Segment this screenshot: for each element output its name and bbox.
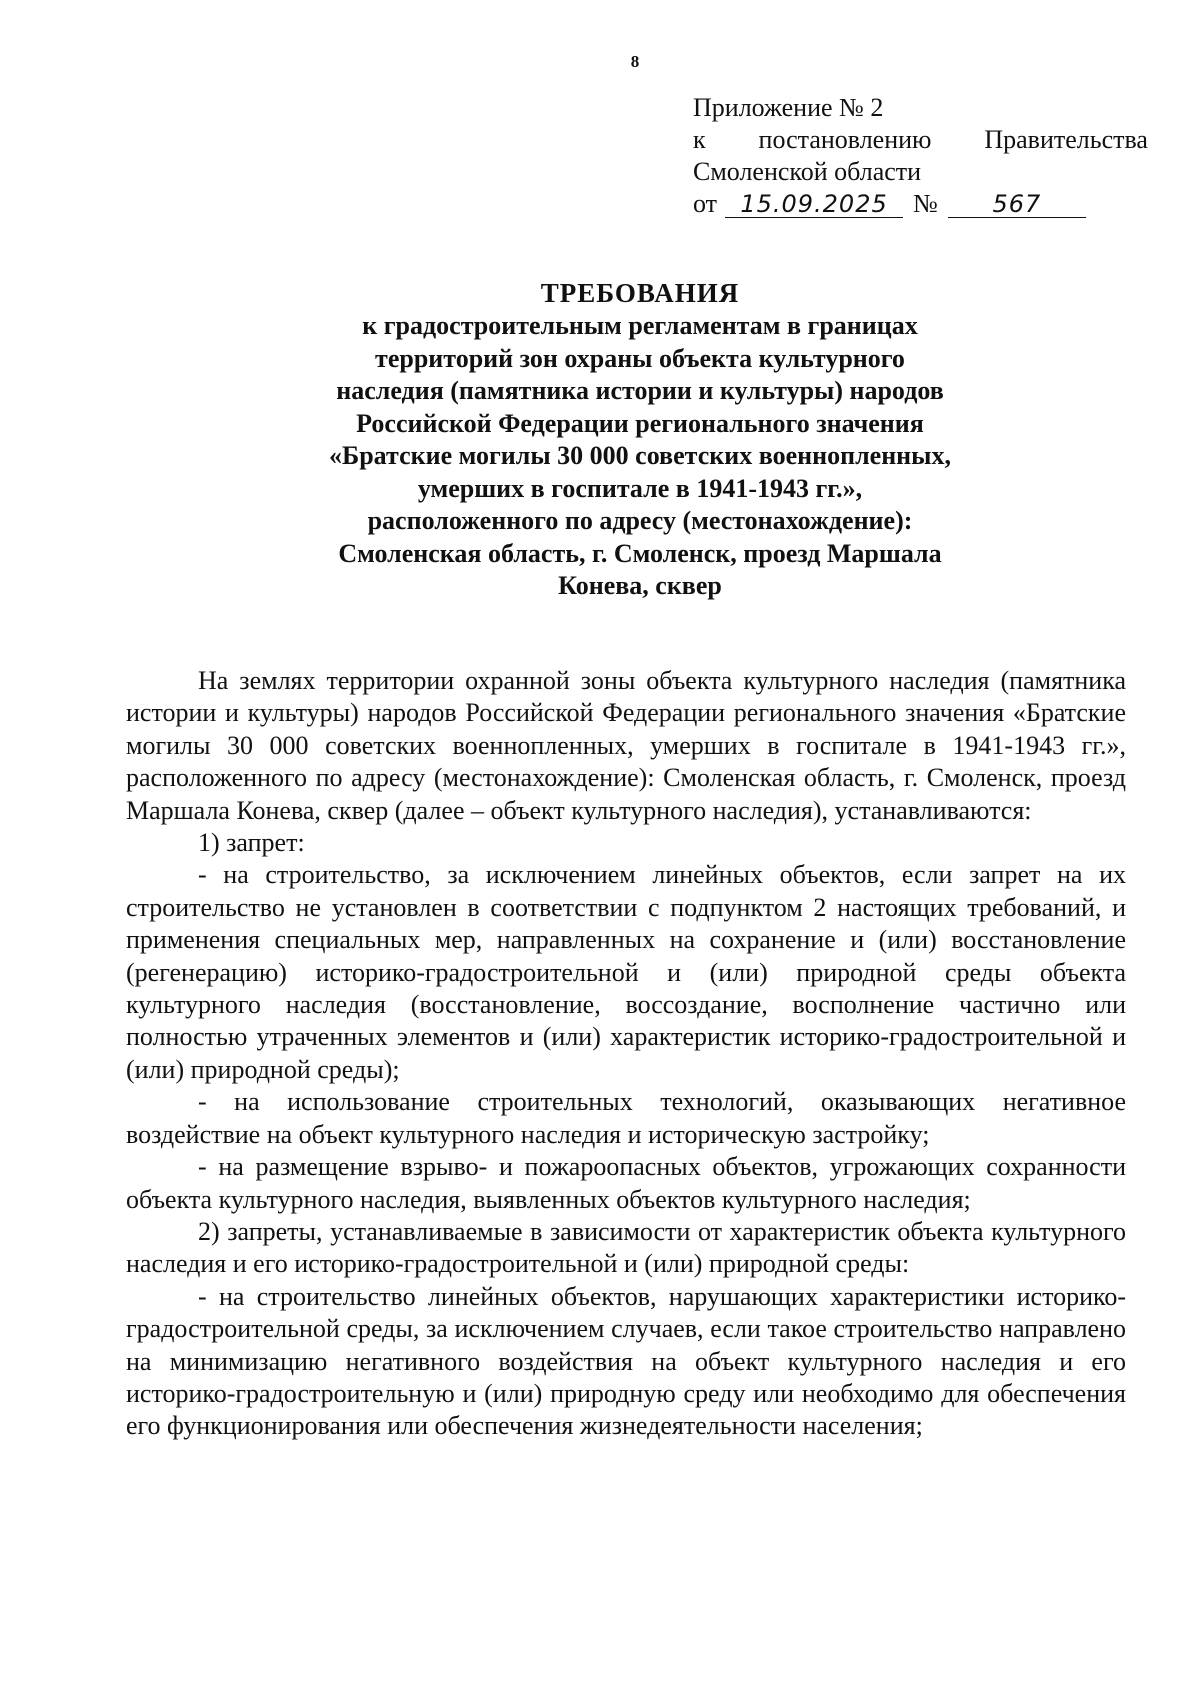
date-prefix: от: [693, 189, 718, 218]
appendix-word-government: Правительства: [984, 125, 1148, 154]
appendix-word-k: к: [693, 125, 706, 154]
document-title-block: [250, 276, 1030, 603]
appendix-header: [693, 92, 1148, 220]
document-body: [126, 665, 1126, 1443]
appendix-decree-line: [693, 124, 1148, 156]
subtitle-line: к градостроительным регламентам в границах: [362, 311, 918, 340]
number-sign: №: [913, 189, 938, 218]
subtitle-line: Российской Федерации регионального значения: [356, 408, 924, 438]
item-1-clause-b: - на использование строительных технологий, оказывающих негативное воздействие на объект культурного наследия и историческую застройку;: [126, 1087, 1126, 1149]
subtitle-line: расположенного по адресу (местонахождение):: [367, 506, 913, 535]
subtitle-line: наследия (памятника истории и культуры) народов: [336, 376, 944, 405]
item-1-clause-a: - на строительство, за исключением линейных объектов, если запрет на их строительство не установлен в соответствии с подпунктом 2 настоящих требований, и применения специальных мер, направленных на сохранение и (или) восстановление (регенерацию) историко-градостроительной и (или) природной среды объекта культурного наследия (восстановление, воссоздание, восполнение частично или полностью утраченных элементов и (или) характеристик историко-градостроительной и (или) природной среды);: [126, 860, 1126, 1084]
appendix-title: Приложение № 2: [693, 93, 884, 122]
item-1-heading: 1) запрет:: [198, 828, 305, 858]
subtitle-line: территорий зон охраны объекта культурного: [375, 343, 905, 373]
document-heading: ТРЕБОВАНИЯ: [540, 278, 740, 308]
subtitle-line: «Братские могилы 30 000 советских военнопленных,: [329, 441, 951, 470]
item-1-clause-c: - на размещение взрыво- и пожароопасных объектов, угрожающих сохранности объекта культурного наследия, выявленных объектов культурного наследия;: [126, 1152, 1126, 1214]
handwritten-number: 567: [948, 191, 1086, 218]
page-number: 8: [630, 52, 640, 71]
subtitle-line: Конева, сквер: [558, 571, 722, 600]
subtitle-line: Смоленская область, г. Смоленск, проезд Маршала: [338, 538, 942, 568]
intro-paragraph: На землях территории охранной зоны объекта культурного наследия (памятника истории и культуры) народов Российской Федерации регионального значения «Братские могилы 30 000 советских военнопленных, умерших в госпитале в 1941-1943 гг.», расположенного по адресу (местонахождение): Смоленская область, г. Смоленск, проезд Маршала Конева, сквер (далее – объект культурного наследия), устанавливаются:: [126, 666, 1126, 825]
appendix-date-line: [693, 188, 1148, 220]
item-2-heading: 2) запреты, устанавливаемые в зависимости от характеристик объекта культурного наследия и его историко-градостроительной и (или) природной среды:: [126, 1216, 1126, 1279]
subtitle-line: умерших в госпитале в 1941-1943 гг.»,: [417, 473, 863, 503]
appendix-region: Смоленской области: [693, 157, 922, 186]
handwritten-date: 15.09.2025: [725, 191, 903, 218]
item-2-clause-a: - на строительство линейных объектов, нарушающих характеристики историко-градостроительной среды, за исключением случаев, если такое строительство направлено на минимизацию негативного воздействия на объект культурного наследия и его историко-градостроительную и (или) природную среду или необходимо для обеспечения его функционирования или обеспечения жизнедеятельности населения;: [126, 1281, 1126, 1441]
appendix-word-decree: постановлению: [758, 125, 932, 154]
document-subtitle: [250, 310, 1030, 603]
